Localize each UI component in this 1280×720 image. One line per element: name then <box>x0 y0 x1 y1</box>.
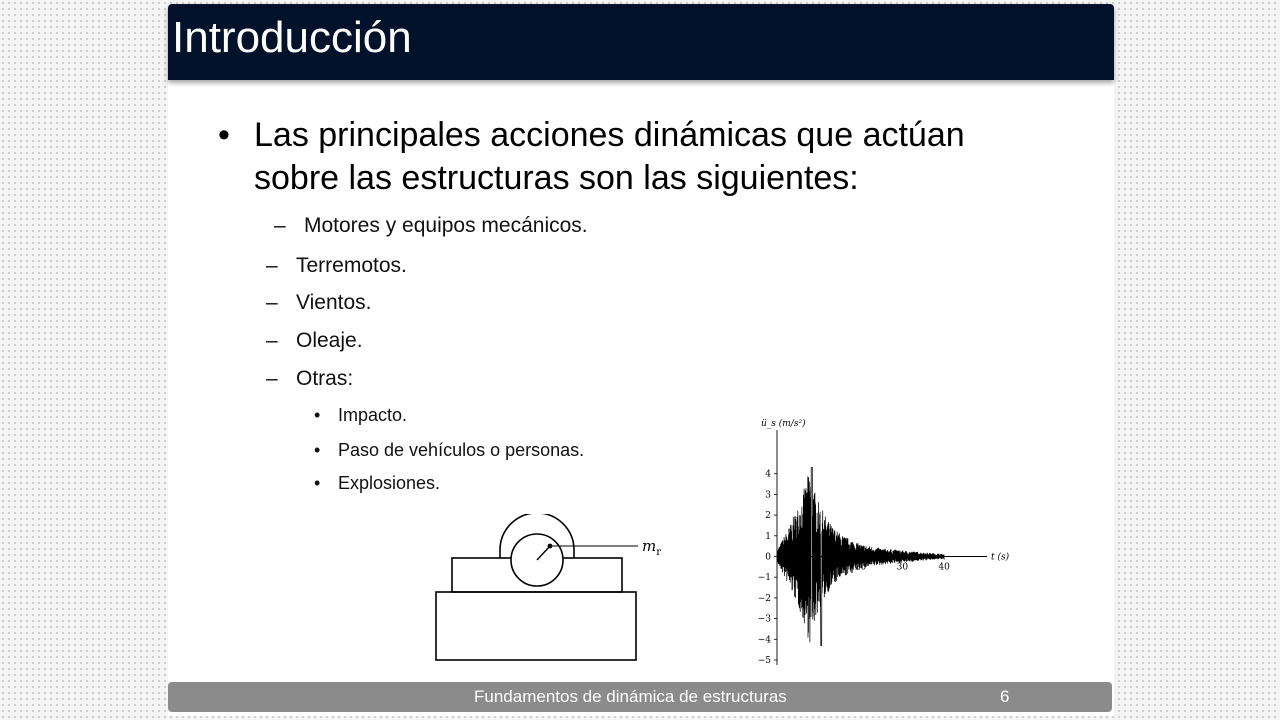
slide-title: Introducción <box>172 13 412 62</box>
y-tick-label: −5 <box>757 656 771 666</box>
bullet-dot: • <box>314 473 321 493</box>
sub-item-text: Otras: <box>296 367 354 390</box>
sub-item-text: Oleaje. <box>296 329 363 352</box>
sub-sub-item-explosiones <box>314 471 441 495</box>
sub-item-oleaje <box>266 327 363 355</box>
y-tick-label: 4 <box>765 469 771 480</box>
y-tick-label: 3 <box>765 490 771 501</box>
bullet-dot: • <box>314 405 321 425</box>
x-axis-label: t (s) <box>991 552 1010 563</box>
bullet-dot: • <box>314 440 321 460</box>
sub-item-text: Vientos. <box>296 291 372 314</box>
y-tick-label: 1 <box>765 531 771 542</box>
sub-item-otras <box>266 365 354 393</box>
dash-marker: – <box>266 291 278 314</box>
y-tick-label: 0 <box>765 552 771 563</box>
accelerogram-chart <box>755 410 1045 672</box>
x-tick-label: 20 <box>854 562 867 573</box>
main-bullet-line-2: sobre las estructuras son las siguientes: <box>254 159 859 197</box>
accelerogram-line <box>777 468 944 646</box>
y-tick-label: −2 <box>757 593 771 604</box>
x-tick-label: 40 <box>938 562 950 573</box>
y-ticks <box>758 470 777 666</box>
dash-marker: – <box>266 367 278 390</box>
sub-item-text: Terremotos. <box>296 254 407 277</box>
y-tick-label: −3 <box>757 614 771 625</box>
footer-bar <box>168 682 1112 712</box>
sub-sub-item-text: Paso de vehículos o personas. <box>338 440 585 460</box>
x-tick-label: 30 <box>896 562 909 573</box>
sub-sub-item-impacto <box>314 403 408 427</box>
y-tick-label: −1 <box>757 573 771 584</box>
main-bullet-line-1: Las principales acciones dinámicas que actúan <box>254 116 965 154</box>
sub-item-motores <box>274 212 588 240</box>
y-axis-label: ü_s (m/s²) <box>761 419 806 429</box>
sub-sub-item-text: Impacto. <box>338 405 408 425</box>
dash-marker: – <box>266 329 278 352</box>
dash-marker: – <box>274 214 286 237</box>
y-tick-label: 2 <box>765 511 771 522</box>
mass-label <box>642 537 661 558</box>
dash-marker: – <box>266 254 278 277</box>
y-tick-label: −4 <box>757 635 771 646</box>
foundation-block <box>436 592 636 660</box>
footer-title: Fundamentos de dinámica de estructuras <box>474 687 787 706</box>
page-number: 6 <box>1000 687 1010 706</box>
sub-sub-item-paso <box>314 438 585 462</box>
mass-label-main: m <box>642 537 657 555</box>
sub-item-terremotos <box>266 252 407 280</box>
sub-item-text: Motores y equipos mecánicos. <box>304 214 588 237</box>
mass-label-subscript: r <box>656 547 662 558</box>
sub-sub-item-text: Explosiones. <box>338 473 441 493</box>
title-bar <box>168 4 1114 80</box>
motor-foundation-figure <box>432 514 672 664</box>
bullet-dot: • <box>218 116 230 154</box>
main-bullet <box>218 114 965 200</box>
sub-item-vientos <box>266 289 372 317</box>
